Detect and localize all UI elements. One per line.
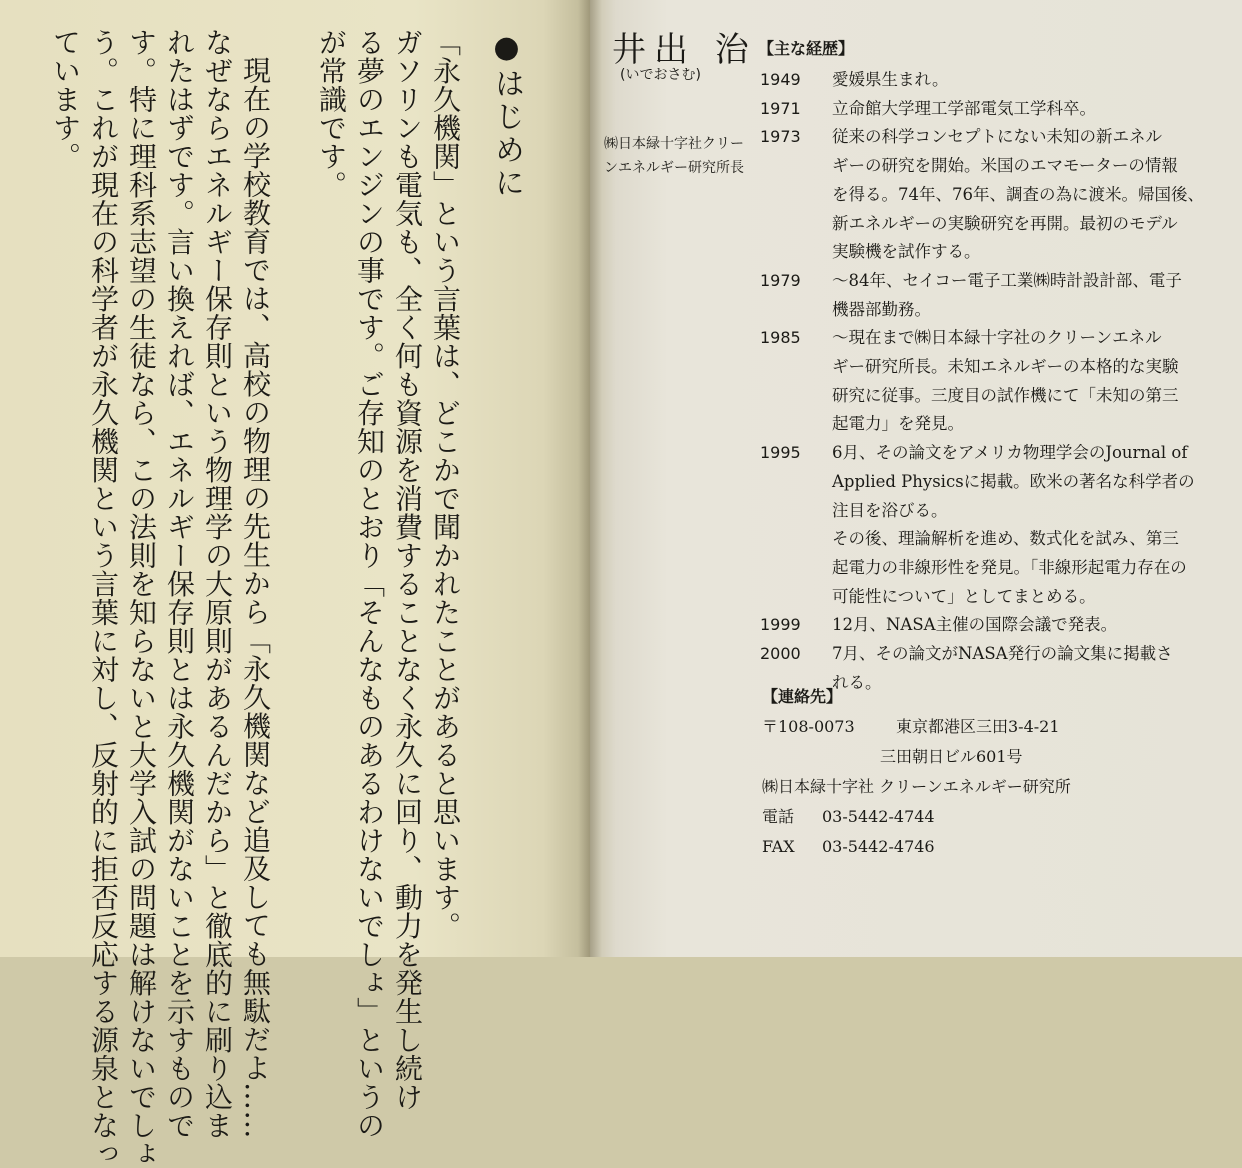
career-entry [760, 640, 1232, 669]
career-entry [760, 353, 1232, 382]
author-reading: (いでおさむ) [620, 67, 701, 83]
career-entry [760, 611, 1232, 640]
career-year [760, 468, 832, 497]
career-year [760, 382, 832, 411]
career-entry [760, 468, 1232, 497]
fax-label: FAX [762, 837, 795, 856]
body-column: る夢のエンジンの事です。ご存知のとおり「そんなものあるわけないでしょ」というの [353, 28, 386, 1140]
address-building: 三田朝日ビル601号 [880, 747, 1023, 766]
career-list [760, 66, 1232, 697]
career-text: 従来の科学コンセプトにない未知の新エネル [832, 127, 1162, 147]
career-year: 1971 [760, 98, 801, 118]
career-year: 1985 [760, 328, 801, 348]
career-text: 起電力の非線形性を発見。「非線形起電力存在の [832, 557, 1187, 577]
career-text: 立命館大学理工学部電気工学科卒。 [832, 98, 1096, 118]
career-year: 1979 [760, 270, 801, 290]
career-entry [760, 238, 1232, 267]
career-entry [760, 382, 1232, 411]
contact-heading: 【連絡先】 [762, 687, 843, 706]
contact-tel-row [762, 802, 1222, 832]
career-year: 1973 [760, 127, 801, 147]
career-year [760, 497, 832, 526]
author-name: 井出 治 [612, 30, 757, 70]
postal-code: 〒108-0073 [762, 717, 855, 736]
body-column: なぜならエネルギー保存則という物理学の大原則があるんだから」と徹底的に刷り込ま [201, 28, 234, 1140]
career-text: 愛媛県生まれ。 [832, 70, 949, 89]
tel-label: 電話 [762, 807, 795, 826]
contact-organization: ㈱日本緑十字社 クリーンエネルギー研究所 [762, 777, 1071, 796]
career-year [760, 181, 832, 210]
career-year [760, 238, 832, 267]
career-entry [760, 296, 1232, 325]
career-entry [760, 267, 1232, 296]
career-text: 研究に従事。三度目の試作機にて「未知の第三 [832, 385, 1179, 405]
career-entry [760, 525, 1232, 554]
career-year [760, 353, 832, 382]
career-text: Applied Physicsに掲載。欧米の著名な科学者の [832, 471, 1195, 491]
career-text: ギー研究所長。未知エネルギーの本格的な実験 [832, 357, 1179, 377]
section-heading: ●はじめに [489, 30, 524, 200]
career-text: 注目を浴びる。 [832, 500, 948, 520]
body-column: 現在の学校教育では、高校の物理の先生から「永久機関など追及しても無駄だよ…… [239, 56, 272, 1139]
career-entry [760, 410, 1232, 439]
body-column: う。これが現在の科学者が永久機関という言葉に対し、反射的に拒否反応する源泉となっ [87, 28, 120, 1168]
career-entry [760, 66, 1232, 95]
career-entry [760, 554, 1232, 583]
book-gutter [578, 0, 602, 957]
career-entry [760, 123, 1232, 152]
career-entry [760, 324, 1232, 353]
fax-number: 03-5442-4746 [822, 837, 935, 856]
career-text: 起電力」を発見。 [832, 414, 964, 434]
career-text: 新エネルギーの実験研究を再開。最初のモデル [832, 213, 1178, 233]
career-entry [760, 210, 1232, 239]
career-year [760, 210, 832, 239]
career-text: ～84年、セイコー電子工業㈱時計設計部、電子 [832, 270, 1182, 290]
career-heading: 【主な経歴】 [758, 39, 855, 58]
career-text: を得る。74年、76年、調査の為に渡米。帰国後、 [832, 184, 1204, 204]
career-entry [760, 497, 1232, 526]
career-year [760, 296, 832, 325]
career-text: 可能性について」としてまとめる。 [832, 586, 1096, 606]
author-affiliation: ㈱日本緑十字社クリーンエネルギー研究所長 [604, 136, 744, 176]
career-entry [760, 181, 1232, 210]
body-column: ています。 [49, 28, 82, 171]
contact-address-row [762, 712, 1222, 742]
career-year: 1999 [760, 615, 801, 635]
contact-block [762, 712, 1222, 862]
career-year [760, 410, 832, 439]
career-text: ～現在まで㈱日本緑十字社のクリーンエネル [832, 328, 1162, 348]
body-column: れたはずです。言い換えれば、エネルギー保存則とは永久機関がないことを示すもので [163, 28, 196, 1140]
career-entry [760, 439, 1232, 468]
career-text: その後、理論解析を進め、数式化を試み、第三 [832, 529, 1179, 549]
career-entry [760, 95, 1232, 124]
career-entry [760, 152, 1232, 181]
career-text: 6月、その論文をアメリカ物理学会のJournal of [832, 443, 1188, 463]
career-year [760, 583, 832, 612]
career-year [760, 152, 832, 181]
career-year: 1949 [760, 70, 801, 89]
career-year: 1995 [760, 443, 801, 463]
career-text: 12月、NASA主催の国際会議で発表。 [832, 615, 1118, 635]
career-year [760, 554, 832, 583]
contact-fax-row [762, 832, 1222, 862]
career-text: 実験機を試作する。 [832, 242, 981, 262]
address-line: 東京都港区三田3-4-21 [896, 717, 1060, 736]
career-text: 7月、その論文がNASA発行の論文集に掲載さ [832, 644, 1173, 664]
body-column: 「永久機関」という言葉は、どこかで聞かれたことがあると思います。 [429, 28, 462, 940]
career-year [760, 525, 832, 554]
career-text: ギーの研究を開始。米国のエマモーターの情報 [832, 156, 1178, 176]
body-column: す。特に理科系志望の生徒なら、この法則を知らないと大学入試の問題は解けないでしょ [125, 28, 158, 1168]
career-entry [760, 583, 1232, 612]
career-text: 機器部勤務。 [832, 299, 931, 319]
career-text: れる。 [832, 672, 882, 692]
body-column: が常識です。 [315, 28, 348, 199]
career-year: 2000 [760, 644, 801, 664]
tel-number: 03-5442-4744 [822, 807, 935, 826]
body-column: ガソリンも電気も、全く何も資源を消費することなく永久に回り、動力を発生し続け [391, 28, 424, 1111]
